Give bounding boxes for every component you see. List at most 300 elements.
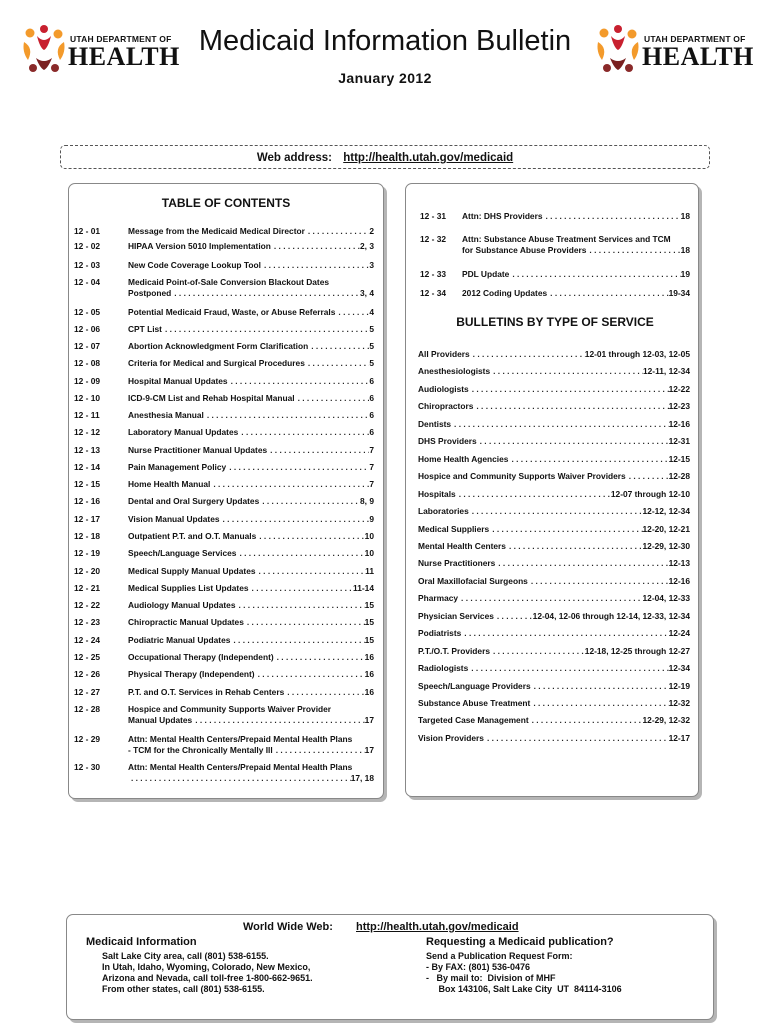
entry-title: Manual Updates: [128, 715, 193, 725]
service-name: DHS Providers: [418, 436, 477, 447]
page-number: 5: [369, 341, 374, 351]
page-number: 7: [369, 445, 374, 455]
bulletin-refs: 12-20, 12-21: [642, 523, 690, 534]
bulletin-number: 12 - 09: [74, 376, 101, 386]
entry-title: Podiatric Manual Updates: [128, 635, 231, 645]
bulletin-refs: 12-11, 12-34: [642, 366, 690, 377]
dot-leader: [230, 635, 364, 646]
bulletin-number: 12 - 12: [74, 427, 101, 437]
service-entry[interactable]: [418, 576, 690, 587]
entry-title: Hospital Manual Updates: [128, 376, 228, 386]
entry-line: [128, 341, 374, 352]
request-line: Send a Publication Request Form:: [426, 951, 573, 961]
dot-leader: [531, 681, 669, 692]
bulletin-number: 12 - 20: [74, 566, 101, 576]
entry-line: [418, 663, 690, 674]
entry-line: [418, 489, 690, 500]
toc-entry-text: [128, 479, 428, 490]
toc-entry-text: [128, 462, 428, 473]
service-entry[interactable]: [418, 611, 690, 622]
toc-entry-text: [128, 427, 428, 438]
service-name: Substance Abuse Treatment: [418, 698, 531, 708]
entry-title: Audiology Manual Updates: [128, 600, 236, 610]
dot-leader: [255, 669, 365, 680]
info-line: From other states, call (801) 538-6155.: [102, 984, 265, 994]
service-entry[interactable]: [418, 436, 690, 447]
toc-entry-text: [128, 410, 428, 421]
page-number: 7: [369, 479, 374, 489]
toc-entry-text: [128, 531, 428, 542]
entry-line: [418, 541, 690, 552]
service-name: All Providers: [418, 349, 470, 359]
dot-leader: [273, 745, 365, 756]
bulletin-refs: 12-12, 12-34: [642, 506, 690, 517]
toc-entry-text: [128, 277, 428, 299]
dot-leader: [308, 341, 369, 352]
entry-title: Home Health Manual: [128, 479, 211, 489]
entry-title: Pain Management Policy: [128, 462, 227, 472]
page-number: 10: [364, 548, 374, 558]
dot-leader: [238, 427, 369, 438]
entry-line: [462, 245, 690, 256]
entry-line: [128, 531, 374, 542]
dot-leader: [586, 245, 680, 256]
page-number: 15: [364, 635, 374, 645]
request-line: - By mail to: Division of MHF: [426, 973, 556, 983]
request-line: Box 143106, Salt Lake City UT 84114-3106: [426, 984, 622, 994]
entry-title: CPT List: [128, 324, 162, 334]
entry-line: [128, 307, 374, 318]
toc-entry-text: [128, 652, 428, 663]
toc-entry-text: [128, 635, 428, 646]
toc-entry-text: [128, 496, 428, 507]
logo-line1: UTAH DEPARTMENT OF: [70, 34, 172, 44]
entry-line: [462, 211, 690, 222]
entry-title: Potential Medicaid Fraud, Waste, or Abuse Referrals: [128, 307, 336, 317]
bulletin-number: 12 - 10: [74, 393, 101, 403]
dot-leader: [295, 393, 370, 404]
info-line: Salt Lake City area, call (801) 538-6155.: [102, 951, 269, 961]
entry-title: Medical Supplies List Updates: [128, 583, 249, 593]
bulletin-refs: 12-17: [668, 732, 690, 743]
bulletin-refs: 12-18, 12-25 through 12-27: [584, 645, 690, 656]
entry-line: [128, 548, 374, 559]
bulletin-number: 12 - 08: [74, 358, 101, 368]
dot-leader: [261, 260, 369, 271]
service-name: Hospitals: [418, 488, 456, 499]
entry-line: [418, 436, 690, 447]
page-number: 16: [364, 669, 374, 679]
dot-leader: [244, 617, 365, 628]
entry-title: Criteria for Medical and Surgical Procedures: [128, 358, 305, 368]
dot-leader: [490, 646, 585, 657]
bulletin-refs: 12-29, 12-32: [642, 715, 690, 726]
entry-line: [418, 681, 690, 692]
bulletin-number: 12 - 15: [74, 479, 101, 489]
page-number: 7: [369, 462, 374, 472]
toc-entry-text: [462, 288, 696, 299]
services-title: BULLETINS BY TYPE OF SERVICE: [456, 315, 654, 329]
entry-line: [128, 635, 374, 646]
bulletin-refs: 12-04, 12-33: [642, 593, 690, 604]
toc-entry-text: [128, 393, 428, 404]
request-line: - By FAX: (801) 536-0476: [426, 962, 531, 972]
entry-line: [128, 393, 374, 404]
entry-title: Outpatient P.T. and O.T. Manuals: [128, 531, 257, 541]
page-number: 19-34: [668, 288, 690, 298]
dot-leader: [335, 307, 369, 318]
page-title: Medicaid Information Bulletin: [198, 25, 572, 57]
entry-title: HIPAA Version 5010 Implementation: [128, 241, 271, 251]
service-name: Mental Health Centers: [418, 540, 506, 551]
entry-title: Anesthesia Manual: [128, 410, 204, 420]
service-entry[interactable]: [418, 593, 690, 604]
bulletin-refs: 12-24: [668, 628, 690, 639]
dot-leader: [547, 288, 668, 299]
page-number: 6: [369, 376, 374, 386]
entry-title: Nurse Practitioner Manual Updates: [128, 445, 268, 455]
bulletin-number: 12 - 25: [74, 652, 101, 662]
toc-entry-text: [462, 234, 696, 256]
bulletin-refs: 12-29, 12-30: [642, 540, 690, 551]
dot-leader: [528, 576, 669, 587]
toc-entry-text: [128, 617, 428, 628]
service-entry[interactable]: [418, 384, 690, 395]
entry-line: [418, 384, 690, 395]
entry-title-line1: Attn: Mental Health Centers/Prepaid Mental Health Plans: [128, 762, 353, 772]
entry-line: [418, 558, 690, 569]
entry-line: [128, 496, 374, 507]
bulletin-number: 12 - 22: [74, 600, 101, 610]
logo-line2: HEALTH: [642, 42, 754, 71]
bulletin-number: 12 - 26: [74, 669, 101, 679]
entry-title: Occupational Therapy (Independent): [128, 652, 274, 662]
entry-title: Vision Manual Updates: [128, 514, 220, 524]
bulletin-number: 12 - 02: [74, 241, 101, 251]
dot-leader: [249, 583, 353, 594]
service-entry[interactable]: [418, 733, 690, 744]
toc-entry-text: [128, 734, 428, 756]
page-number: 16: [364, 652, 374, 662]
service-name: Anesthesiologists: [418, 366, 491, 377]
toc-entry-text: [128, 241, 428, 252]
dot-leader: [506, 541, 643, 552]
entry-line: [418, 733, 690, 744]
bulletin-number: 12 - 31: [420, 211, 447, 221]
toc-entry-text: [462, 211, 696, 222]
bulletin-number: 12 - 24: [74, 635, 101, 645]
service-entry[interactable]: [418, 489, 690, 500]
service-name: Dentists: [418, 418, 452, 429]
page-number: 15: [364, 600, 374, 610]
entry-title: Laboratory Manual Updates: [128, 427, 239, 437]
bulletin-refs: 12-22: [668, 383, 690, 394]
footer-www-link[interactable]: http://health.utah.gov/medicaid: [356, 921, 519, 933]
page-number: 15: [364, 617, 374, 627]
bulletin-refs: 12-19: [668, 680, 690, 691]
dot-leader: [256, 566, 366, 577]
entry-title: for Substance Abuse Providers: [462, 245, 587, 255]
entry-title: P.T. and O.T. Services in Rehab Centers: [128, 687, 285, 697]
bulletin-number: 12 - 18: [74, 531, 101, 541]
dot-leader: [461, 628, 668, 639]
service-entry[interactable]: [418, 698, 690, 709]
entry-line: [418, 593, 690, 604]
entry-line: [128, 715, 374, 726]
entry-title: New Code Coverage Lookup Tool: [128, 260, 261, 270]
page-number: 18: [680, 211, 690, 221]
dot-leader: [458, 593, 642, 604]
service-entry[interactable]: [418, 419, 690, 430]
entry-line: [462, 288, 690, 299]
bulletin-refs: 12-16: [668, 575, 690, 586]
service-entry[interactable]: [418, 454, 690, 465]
entry-line: [418, 698, 690, 709]
service-entry[interactable]: [418, 663, 690, 674]
entry-line: [418, 576, 690, 587]
toc-entry-text: [128, 566, 428, 577]
service-entry[interactable]: [418, 715, 690, 726]
entry-title: Attn: DHS Providers: [462, 211, 543, 221]
bulletin-number: 12 - 11: [74, 410, 100, 420]
page-number: 17: [364, 715, 374, 725]
dot-leader: [305, 226, 369, 237]
entry-line: [128, 687, 374, 698]
dot-leader: [274, 652, 365, 663]
bulletin-number: 12 - 04: [74, 277, 101, 287]
page-number: 19: [680, 269, 690, 279]
toc-entry-text: [128, 307, 428, 318]
entry-line: [418, 506, 690, 517]
bulletin-refs: 12-23: [668, 401, 690, 412]
dot-leader: [236, 548, 364, 559]
service-entry[interactable]: [418, 366, 690, 377]
service-name: Medical Suppliers: [418, 523, 490, 534]
dot-leader: [543, 211, 681, 222]
logo-line1: UTAH DEPARTMENT OF: [644, 34, 746, 44]
dot-leader: [162, 324, 369, 335]
entry-line: [418, 454, 690, 465]
page-number: 11-14: [353, 583, 374, 593]
info-line: Arizona and Nevada, call toll-free 1-800-662-9651.: [102, 973, 313, 983]
entry-title-line1: Hospice and Community Supports Waiver Provider: [128, 704, 332, 714]
dot-leader: [468, 663, 668, 674]
web-address-link[interactable]: http://health.utah.gov/medicaid: [343, 152, 514, 164]
entry-line: [418, 715, 690, 726]
bulletin-refs: 12-31: [668, 436, 690, 447]
entry-line: [128, 652, 374, 663]
dot-leader: [529, 715, 643, 726]
dot-leader: [473, 401, 668, 412]
bulletin-number: 12 - 23: [74, 617, 101, 627]
dot-leader: [489, 524, 642, 535]
page-number: 10: [364, 531, 374, 541]
service-name: Home Health Agencies: [418, 453, 509, 464]
dot-leader: [128, 773, 351, 784]
dot-leader: [204, 410, 369, 421]
web-address-label: Web address:: [256, 152, 333, 164]
page-number: 4: [369, 307, 374, 317]
service-name: Nurse Practitioners: [418, 558, 496, 569]
dot-leader: [626, 471, 669, 482]
service-name: Chiropractors: [418, 401, 474, 412]
service-name: Oral Maxillofacial Surgeons: [418, 575, 528, 586]
toc-entry-text: [128, 687, 428, 698]
page-number: 6: [369, 427, 374, 437]
service-entry[interactable]: [418, 401, 690, 412]
entry-title-line1: Attn: Substance Abuse Treatment Services and TCM: [462, 234, 671, 244]
bulletin-number: 12 - 33: [420, 269, 447, 279]
info-line: In Utah, Idaho, Wyoming, Colorado, New Mexico,: [102, 962, 311, 972]
bulletin-refs: 12-04, 12-06 through 12-14, 12-33, 12-34: [532, 610, 690, 621]
dot-leader: [508, 454, 668, 465]
bulletin-number: 12 - 16: [74, 496, 101, 506]
dot-leader: [305, 358, 369, 369]
page-number: 18: [680, 245, 690, 255]
bulletin-refs: 12-32: [668, 698, 690, 708]
dot-leader: [477, 436, 669, 447]
service-entry[interactable]: [418, 471, 690, 482]
dot-leader: [192, 715, 364, 726]
dot-leader: [267, 445, 369, 456]
service-name: Vision Providers: [418, 732, 484, 743]
medicaid-info-title: Medicaid Information: [86, 936, 197, 948]
bulletin-number: 12 - 21: [74, 583, 101, 593]
entry-title: Chiropractic Manual Updates: [128, 617, 244, 627]
service-entry[interactable]: [418, 349, 690, 360]
entry-line: [418, 419, 690, 430]
entry-line: [128, 600, 374, 611]
entry-line: [128, 514, 374, 525]
page-number: 6: [369, 393, 374, 403]
dot-leader: [271, 241, 360, 252]
bulletin-number: 12 - 19: [74, 548, 101, 558]
entry-title: Medical Supply Manual Updates: [128, 566, 256, 576]
toc-entry-text: [128, 324, 428, 335]
service-name: Targeted Case Management: [418, 715, 529, 726]
footer-www-label: World Wide Web:: [243, 921, 333, 933]
service-entry[interactable]: [418, 646, 690, 657]
toc-entry-text: [128, 226, 428, 237]
dot-leader: [469, 384, 669, 395]
entry-line: [128, 566, 374, 577]
entry-line: [128, 358, 374, 369]
bulletin-number: 12 - 01: [74, 226, 101, 236]
dot-leader: [220, 514, 370, 525]
toc-title: TABLE OF CONTENTS: [161, 196, 291, 210]
service-entry[interactable]: [418, 506, 690, 517]
dot-leader: [226, 462, 369, 473]
dot-leader: [490, 366, 643, 377]
page-number: 17: [364, 745, 374, 755]
entry-line: [128, 226, 374, 237]
dot-leader: [451, 419, 669, 430]
service-name: Pharmacy: [418, 593, 459, 604]
bulletin-number: 12 - 03: [74, 260, 101, 270]
page-number: 8, 9: [360, 496, 374, 506]
toc-entry-text: [128, 445, 428, 456]
page-number: 6: [369, 410, 374, 420]
page-number: 17, 18: [350, 773, 374, 783]
page-number: 16: [364, 687, 374, 697]
entry-title: PDL Update: [462, 269, 510, 279]
toc-entry-text: [462, 269, 696, 280]
toc-entry-text: [128, 704, 428, 726]
bulletin-number: 12 - 27: [74, 687, 101, 697]
entry-line: [128, 445, 374, 456]
bulletin-number: 12 - 32: [420, 234, 447, 244]
dot-leader: [259, 496, 360, 507]
entry-line: [128, 462, 374, 473]
entry-line: [128, 479, 374, 490]
service-name: Radiologists: [418, 663, 469, 674]
toc-entry-text: [128, 341, 428, 352]
bulletin-number: 12 - 29: [74, 734, 101, 744]
dot-leader: [236, 600, 365, 611]
dot-leader: [228, 376, 370, 387]
bulletin-number: 12 - 13: [74, 445, 101, 455]
entry-title: Dental and Oral Surgery Updates: [128, 496, 260, 506]
dot-leader: [256, 531, 364, 542]
bulletin-refs: 12-01 through 12-03, 12-05: [584, 349, 690, 359]
entry-title: - TCM for the Chronically Mentally Ill: [128, 745, 273, 755]
page-number: 9: [369, 514, 374, 524]
service-entry[interactable]: [418, 524, 690, 535]
bulletin-number: 12 - 30: [74, 762, 101, 772]
dot-leader: [530, 698, 668, 709]
toc-entry-text: [128, 514, 428, 525]
toc-entry-text: [128, 376, 428, 387]
web-address-bar: [60, 145, 710, 169]
toc-entry-text: [128, 583, 428, 594]
request-title: Requesting a Medicaid publication?: [426, 936, 614, 948]
entry-line: [128, 617, 374, 628]
entry-line: [128, 376, 374, 387]
entry-title: Abortion Acknowledgment Form Clarification: [128, 341, 309, 351]
service-entry[interactable]: [418, 628, 690, 639]
service-name: P.T./O.T. Providers: [418, 645, 490, 656]
service-entry[interactable]: [418, 558, 690, 569]
service-name: Podiatrists: [418, 628, 462, 639]
bulletin-number: 12 - 05: [74, 307, 101, 317]
page-number: 3, 4: [360, 288, 374, 298]
service-entry[interactable]: [418, 541, 690, 552]
entry-line: [128, 241, 374, 252]
dot-leader: [171, 288, 360, 299]
entry-line: [128, 288, 374, 299]
entry-line: [128, 427, 374, 438]
entry-title: Speech/Language Services: [128, 548, 237, 558]
bulletin-refs: 12-34: [668, 663, 690, 674]
dot-leader: [509, 269, 680, 280]
page-number: 5: [369, 358, 374, 368]
entry-line: [128, 669, 374, 680]
entry-line: [128, 745, 374, 756]
dot-leader: [494, 611, 533, 622]
entry-line: [418, 366, 690, 377]
entry-line: [128, 583, 374, 594]
entry-line: [418, 611, 690, 622]
entry-line: [128, 773, 374, 784]
service-name: Hospice and Community Supports Waiver Providers: [418, 471, 626, 482]
bulletin-number: 12 - 06: [74, 324, 101, 334]
entry-line: [418, 349, 690, 360]
logo-line2: HEALTH: [68, 42, 180, 71]
toc-entry-text: [128, 548, 428, 559]
entry-title: Physical Therapy (Independent): [128, 669, 255, 679]
service-entry[interactable]: [418, 681, 690, 692]
dot-leader: [484, 733, 669, 744]
